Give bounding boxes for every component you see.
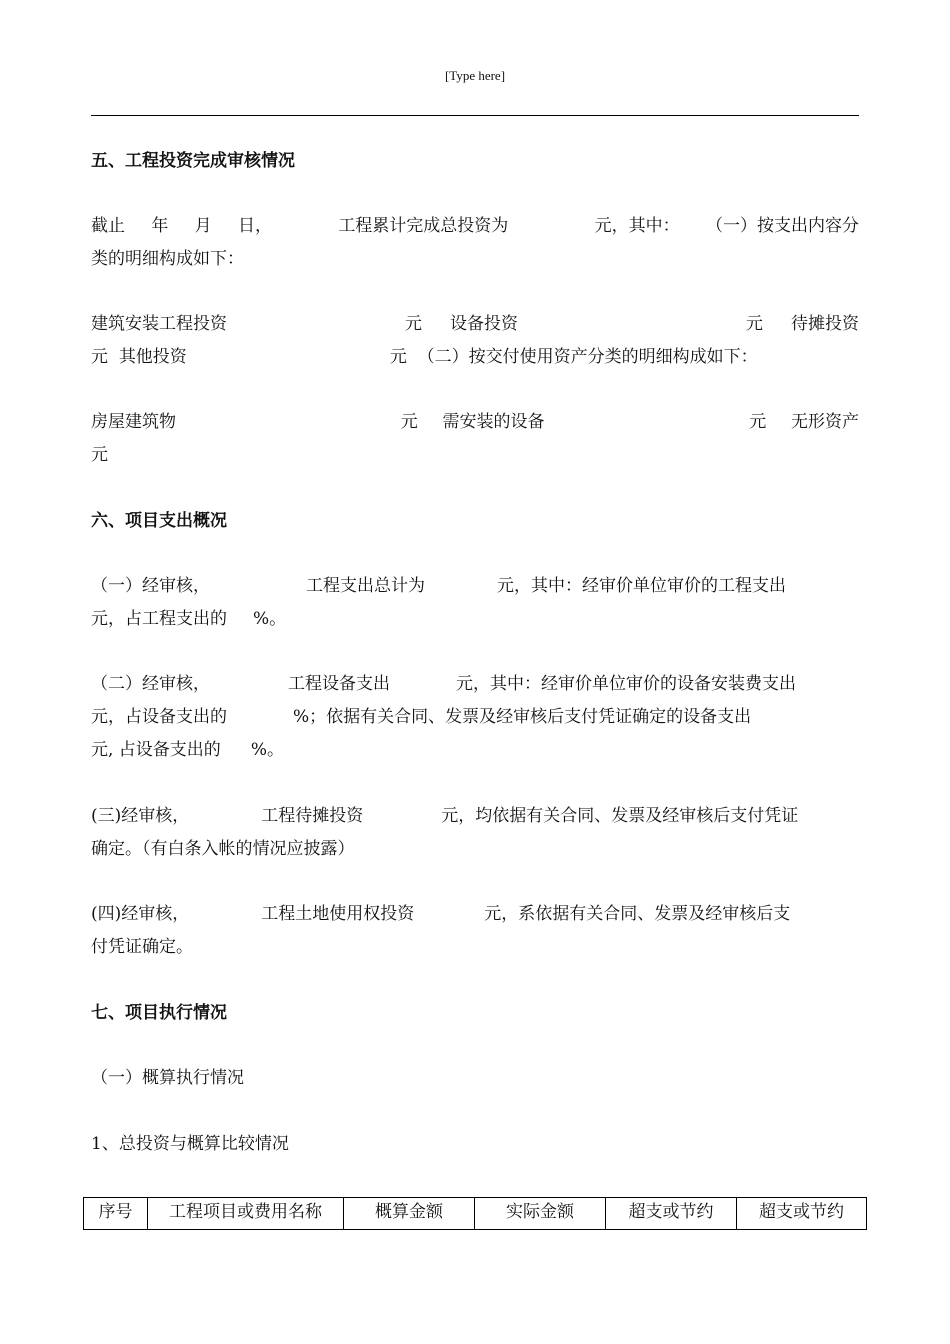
header-divider <box>91 115 859 116</box>
section-6-paragraph-1 <box>91 570 859 636</box>
section-5-paragraph-1 <box>91 210 859 276</box>
s6p4-audit: (四)经审核， <box>91 904 190 924</box>
p3-line-2: 元 <box>91 445 108 465</box>
p1-year: 年 <box>151 216 169 236</box>
p2-yuan-4: 元 <box>389 347 407 367</box>
col-actual-amount: 实际金额 <box>475 1198 606 1230</box>
section-6-paragraph-2 <box>91 668 859 767</box>
s6p2-audit: （二）经审核， <box>91 674 210 694</box>
s6p1-detail: 元，其中：经审价单位审价的工程支出 <box>497 576 786 596</box>
section-5-heading: 五、工程投资完成审核情况 <box>91 151 295 171</box>
section-5-paragraph-2 <box>91 308 859 374</box>
s6p1-total-expenditure: 工程支出总计为 <box>306 576 425 596</box>
p3-equipment-to-install: 需安装的设备 <box>442 412 545 432</box>
p3-yuan-1: 元 <box>400 412 418 432</box>
p3-intangible-assets: 无形资产 <box>791 412 859 432</box>
p1-yuan: 元，其中： <box>594 216 680 236</box>
p2-yuan-2: 元 <box>746 314 763 334</box>
s6p2-contract-basis: %；依据有关合同、发票及经审核后支付凭证确定的设备支出 <box>293 707 752 727</box>
s6p3-audit: (三)经审核， <box>91 806 190 826</box>
p3-yuan-2: 元 <box>749 412 767 432</box>
s6p4-land-use-rights: 工程土地使用权投资 <box>261 904 415 924</box>
section-6-heading: 六、项目支出概况 <box>91 511 227 531</box>
p2-other-investment: 其他投资 <box>118 347 187 367</box>
s6p2-percentage-label-2: 元, 占设备支出的 <box>91 740 221 760</box>
section-7-subheading: （一）概算执行情况 <box>91 1068 244 1088</box>
s6p4-detail: 元，系依据有关合同、发票及经审核后支 <box>484 904 791 924</box>
section-6-paragraph-3 <box>91 800 859 866</box>
p2-yuan-1: 元 <box>405 314 422 334</box>
page-header: [Type here] <box>444 68 506 83</box>
s6p2-percent: %。 <box>250 740 284 760</box>
s6p2-percentage-label: 元，占设备支出的 <box>91 707 227 727</box>
p2-line-2 <box>91 341 859 374</box>
table-header-row <box>84 1198 867 1230</box>
col-budget-amount: 概算金额 <box>344 1198 475 1230</box>
col-serial-number: 序号 <box>84 1198 148 1230</box>
col-over-under-1: 超支或节约 <box>606 1198 737 1230</box>
s6p1-audit: （一）经审核， <box>91 576 210 596</box>
s6p3-deferred-investment: 工程待摊投资 <box>261 806 364 826</box>
p1-day: 日， <box>237 216 272 236</box>
section-5-paragraph-3 <box>91 406 859 472</box>
budget-comparison-table <box>83 1197 867 1230</box>
col-over-under-2: 超支或节约 <box>737 1198 867 1230</box>
p2-asset-breakdown: （二）按交付使用资产分类的明细构成如下： <box>417 347 758 367</box>
p2-yuan-3: 元 <box>91 347 108 367</box>
p1-breakdown: （一）按支出内容分 <box>705 216 859 236</box>
col-item-name: 工程项目或费用名称 <box>148 1198 344 1230</box>
p2-deferred-investment: 待摊投资 <box>791 314 859 334</box>
p1-total-investment: 工程累计完成总投资为 <box>338 216 509 236</box>
section-7-heading: 七、项目执行情况 <box>91 1003 227 1023</box>
s6p2-detail: 元，其中：经审价单位审价的设备安装费支出 <box>456 674 796 694</box>
p3-buildings: 房屋建筑物 <box>91 412 176 432</box>
p2-equipment-investment: 设备投资 <box>450 314 518 334</box>
s6p1-percentage-label: 元，占工程支出的 <box>91 609 227 629</box>
s6p1-percent: %。 <box>253 609 287 629</box>
s6p3-line-2: 确定。（有白条入帐的情况应披露） <box>91 839 355 859</box>
p1-line-2: 类的明细构成如下： <box>91 249 244 269</box>
section-6-paragraph-4 <box>91 898 859 964</box>
s6p4-line-2: 付凭证确定。 <box>91 937 193 957</box>
section-7-item-1: 1、总投资与概算比较情况 <box>91 1134 289 1154</box>
p1-cut-off: 截止 <box>91 216 125 236</box>
p2-construction-investment: 建筑安装工程投资 <box>91 314 227 334</box>
s6p2-equipment-expenditure: 工程设备支出 <box>288 674 390 694</box>
s6p3-detail: 元，均依据有关合同、发票及经审核后支付凭证 <box>441 806 799 826</box>
p1-month: 月 <box>194 216 212 236</box>
